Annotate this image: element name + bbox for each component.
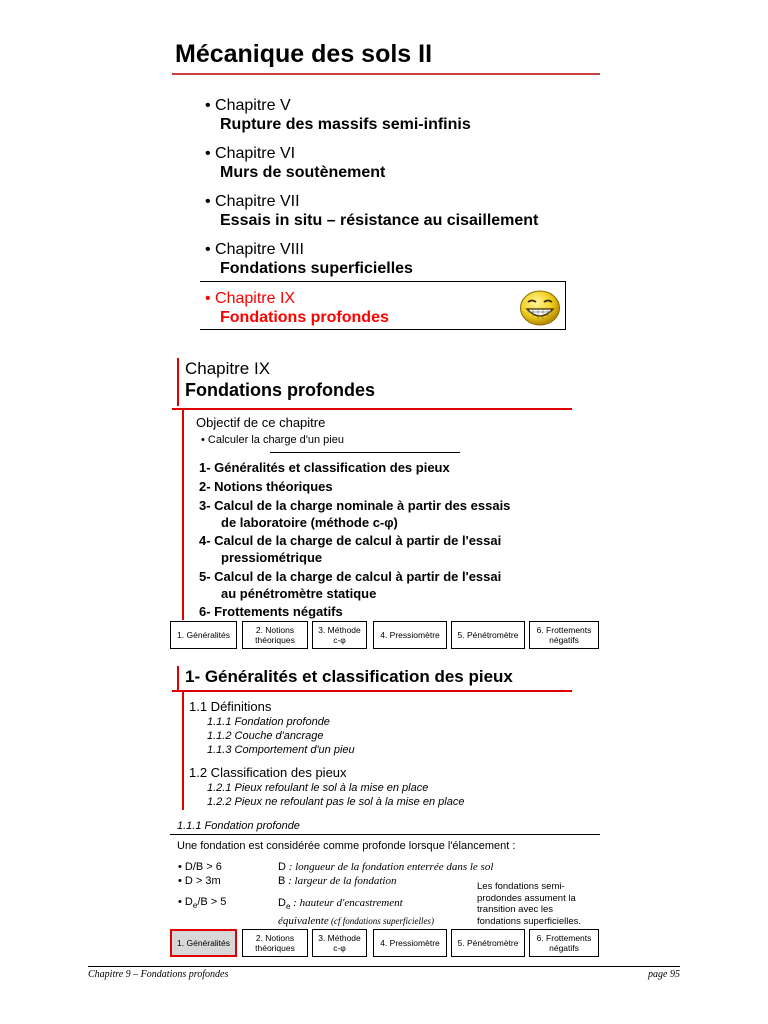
slide3-title-rule — [172, 690, 572, 692]
chapter-nav-bar-2 — [170, 929, 600, 959]
slide3-accent-bar — [177, 666, 179, 690]
footer-rule — [88, 966, 680, 967]
subsection-item: 1.1.1 Fondation profonde — [207, 716, 330, 728]
chapter-item-6 — [205, 144, 385, 182]
chapter-subtitle: Rupture des massifs semi-infinis — [220, 116, 471, 133]
objective-divider — [270, 452, 460, 453]
chapter-subtitle: Essais in situ – résistance au cisaillement — [220, 212, 539, 229]
chapter-item-5 — [205, 96, 471, 134]
intro-text: Une fondation est considérée comme profonde lorsque l'élancement : — [177, 840, 516, 852]
toc-item-3: 3- Calcul de la charge nominale à partir des essais de laboratoire (méthode c-φ) — [199, 498, 511, 530]
slide1-title-rule — [172, 73, 600, 75]
chapter-subtitle: Murs de soutènement — [220, 164, 386, 181]
subsection-item: 1.2.2 Pieux ne refoulant pas le sol à la mise en place — [207, 796, 465, 808]
nav-button-generalites-active[interactable]: 1. Généralités — [170, 929, 237, 957]
nav-button-pressiometre[interactable]: 4. Pressiomètre — [373, 621, 447, 649]
nav-button-methode[interactable]: 3. Méthode c-φ — [312, 621, 367, 649]
subsection-item: 1.1.2 Couche d'ancrage — [207, 730, 324, 742]
definition-1: D : longueur de la fondation enterrée dans le sol — [278, 861, 494, 873]
slide2-title: Fondations profondes — [185, 380, 375, 400]
transition-note: Les fondations semi-prodondes assument la transition avec les fondations superficielles. — [477, 881, 582, 927]
toc-item-2: 2- Notions théoriques — [199, 479, 333, 494]
condition-2: • D > 3m — [178, 875, 221, 887]
definition-3: $D_e$ : hauteur d'encastrement équivalente (cf fondations superficielles) — [278, 897, 434, 928]
chapter-item-8 — [205, 240, 413, 278]
toc-item-6: 6- Frottements négatifs — [199, 604, 343, 619]
slide3-title: 1- Généralités et classification des pieux — [185, 667, 513, 686]
condition-3: • $D_e/B > 5$ — [178, 896, 227, 911]
subheading-rule — [170, 834, 600, 835]
nav-button-notions[interactable]: 2. Notions théoriques — [242, 929, 308, 957]
nav-button-frottements[interactable]: 6. Frottements négatifs — [529, 929, 599, 957]
subsection-item: 1.2.1 Pieux refoulant le sol à la mise en place — [207, 782, 429, 794]
slide2-side-bar — [182, 410, 184, 620]
condition-1: • D/B > 6 — [178, 861, 222, 873]
nav-button-frottements[interactable]: 6. Frottements négatifs — [529, 621, 599, 649]
toc-item-4: 4- Calcul de la charge de calcul à partir de l'essai pressiométrique — [199, 533, 502, 565]
chapter-subtitle: Fondations superficielles — [220, 260, 413, 277]
chapter-item-7 — [205, 192, 538, 230]
nav-button-generalites[interactable]: 1. Généralités — [170, 621, 237, 649]
footer-page-number: page 95 — [648, 969, 680, 980]
nav-button-penetrometre[interactable]: 5. Pénétromètre — [451, 621, 525, 649]
toc-item-1: 1- Généralités et classification des pieux — [199, 460, 450, 475]
chapter-label: • Chapitre VII — [205, 193, 300, 210]
chapter-item-9-current — [205, 289, 389, 327]
grinning-smiley-icon — [519, 290, 561, 326]
definition-2: B : largeur de la fondation — [278, 875, 397, 887]
slide2-title-rule — [172, 408, 572, 410]
chapter-label: • Chapitre IX — [205, 290, 296, 307]
objective-heading: Objectif de ce chapitre — [196, 415, 326, 430]
nav-button-methode[interactable]: 3. Méthode c-φ — [312, 929, 367, 957]
chapter-subtitle: Fondations profondes — [220, 309, 389, 326]
objective-bullet: • Calculer la charge d'un pieu — [201, 434, 344, 446]
chapter-nav-bar — [170, 621, 600, 651]
section-1-1: 1.1 Définitions — [189, 699, 272, 714]
slide2-chapter: Chapitre IX — [185, 359, 271, 378]
toc-item-5: 5- Calcul de la charge de calcul à partir de l'essai au pénétromètre statique — [199, 569, 502, 601]
subheading: 1.1.1 Fondation profonde — [177, 820, 300, 832]
slide2-accent-bar — [177, 358, 179, 406]
footer-chapter: Chapitre 9 – Fondations profondes — [88, 969, 229, 980]
subsection-item: 1.1.3 Comportement d'un pieu — [207, 744, 355, 756]
nav-button-pressiometre[interactable]: 4. Pressiomètre — [373, 929, 447, 957]
section-1-2: 1.2 Classification des pieux — [189, 765, 347, 780]
slide1-title: Mécanique des sols II — [175, 40, 433, 68]
chapter-label: • Chapitre VIII — [205, 241, 304, 258]
nav-button-notions[interactable]: 2. Notions théoriques — [242, 621, 308, 649]
slide3-side-bar — [182, 692, 184, 810]
chapter-label: • Chapitre V — [205, 97, 291, 114]
chapter-label: • Chapitre VI — [205, 145, 296, 162]
nav-button-penetrometre[interactable]: 5. Pénétromètre — [451, 929, 525, 957]
